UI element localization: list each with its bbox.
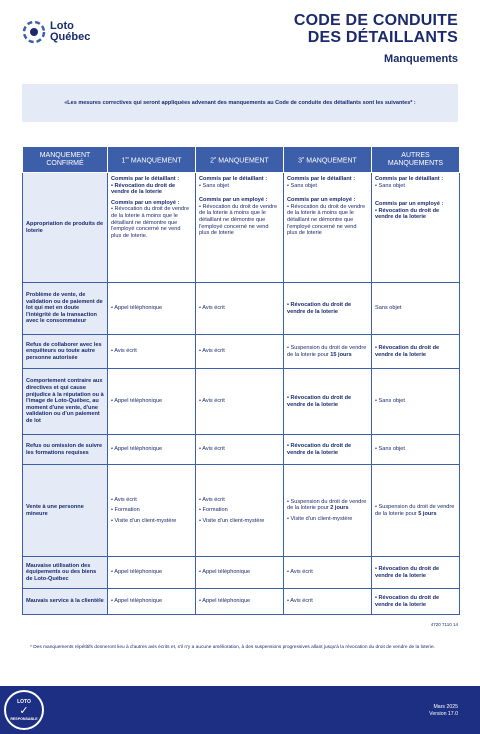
table-cell: • Avis écrit • Formation • Visite d'un client-mystère xyxy=(196,465,284,557)
intro-box xyxy=(22,84,458,122)
version-number: Version 17.0 xyxy=(429,711,458,717)
table-row xyxy=(23,557,460,589)
table-cell: • Appel téléphonique xyxy=(196,589,284,615)
footnote: * Des manquements répétitifs donneront lieu à d'autres avis écrits et, s'il n'y a aucune amélioration, à des suspensions progressives allant jusqu'à la révocation du droit de vendre de la loterie. xyxy=(30,645,435,650)
row-label: Comportement contraire aux directives et qui cause préjudice à la réputation ou à l'image de Loto-Québec, au moment d'une vente, d'une validation ou d'un paiement de lot xyxy=(23,369,108,435)
loto-responsable-badge xyxy=(4,690,44,730)
table-cell: Commis par le détaillant : • Sans objet Commis par un employé : • Révocation du droit de vendre de la loterie à moins que le détaillant ne démontre que l'employé concerné ne vend plus de loterie xyxy=(284,173,372,283)
header-manquement-confirme: MANQUEMENT CONFIRMÉ xyxy=(23,147,108,173)
table-cell: • Appel téléphonique xyxy=(108,589,196,615)
row-label: Mauvaise utilisation des équipements ou des biens de Loto-Québec xyxy=(23,557,108,589)
header-2e-manquement: 2e MANQUEMENT xyxy=(196,147,284,173)
table-cell: • Appel téléphonique xyxy=(196,557,284,589)
table-row xyxy=(23,173,460,283)
table-cell: • Avis écrit xyxy=(284,589,372,615)
table-cell: • Appel téléphonique xyxy=(108,283,196,335)
intro-text: «Les mesures correctives qui seront appliquées advenant des manquements au Code de conduite des détaillants sont les suivantes* : xyxy=(64,100,416,106)
row-label: Mauvais service à la clientèle xyxy=(23,589,108,615)
logo-text-line2: Québec xyxy=(50,31,91,43)
table-cell: • Appel téléphonique xyxy=(108,557,196,589)
table-cell: Commis par le détaillant : • Révocation du droit de vendre de la loterie Commis par un employé : • Révocation du droit de vendre de la loterie à moins que le détaillant ne démontre que l'employé concerné ne vend plus de loterie. xyxy=(108,173,196,283)
document-reference: 4720 7110 14 xyxy=(430,622,458,627)
table-row xyxy=(23,369,460,435)
table-row xyxy=(23,465,460,557)
row-label: Appropriation de produits de loterie xyxy=(23,173,108,283)
page-subtitle: Manquements xyxy=(384,53,458,65)
table-row xyxy=(23,283,460,335)
page-title xyxy=(294,12,458,65)
table-cell: • Avis écrit xyxy=(108,335,196,369)
title-line2: DES DÉTAILLANTS xyxy=(307,29,458,46)
title-line1: CODE DE CONDUITE xyxy=(293,12,458,29)
table-cell: • Révocation du droit de vendre de la loterie xyxy=(372,557,460,589)
header-1er-manquement: 1er MANQUEMENT xyxy=(108,147,196,173)
loto-responsable-check-icon: ✓ xyxy=(19,704,29,717)
table-cell: • Suspension du droit de vendre de la loterie pour 15 jours xyxy=(284,335,372,369)
table-cell: • Suspension du droit de vendre de la loterie pour 2 jours • Visite d'un client-mystère xyxy=(284,465,372,557)
table-cell: Commis par le détaillant : • Sans objet Commis par un employé : • Révocation du droit de vendre de la loterie xyxy=(372,173,460,283)
table-cell: • Suspension du droit de vendre de la loterie pour 5 jours xyxy=(372,465,460,557)
table-cell: • Avis écrit xyxy=(196,435,284,465)
footer-bar xyxy=(0,686,480,734)
table-cell: • Appel téléphonique xyxy=(108,435,196,465)
table-row xyxy=(23,589,460,615)
logo-text-line1: Loto xyxy=(50,20,74,32)
table-header-row xyxy=(23,147,460,173)
table-cell: • Avis écrit xyxy=(196,283,284,335)
table-cell: • Révocation du droit de vendre de la loterie xyxy=(284,435,372,465)
manquements-table xyxy=(22,146,460,615)
header-autres-manquements: AUTRES MANQUEMENTS xyxy=(372,147,460,173)
table-cell: • Sans objet xyxy=(372,369,460,435)
loto-quebec-logo-icon xyxy=(22,20,46,44)
row-label: Vente à une personne mineure xyxy=(23,465,108,557)
table-cell: • Appel téléphonique xyxy=(108,369,196,435)
header-3e-manquement: 3e MANQUEMENT xyxy=(284,147,372,173)
badge-text-loto: LOTO xyxy=(17,698,31,705)
table-cell: Commis par le détaillant : • Sans objet Commis par un employé : • Révocation du droit de vendre de la loterie à moins que le détaillant ne démontre que l'employé concerné ne vend plus de loterie xyxy=(196,173,284,283)
table-cell: • Avis écrit • Formation • Visite d'un client-mystère xyxy=(108,465,196,557)
table-cell: Sans objet xyxy=(372,283,460,335)
table-cell: • Avis écrit xyxy=(196,369,284,435)
row-label: Refus de collaborer avec les enquêteurs ou toute autre personne autorisée xyxy=(23,335,108,369)
row-label: Problème de vente, de validation ou de paiement de lot qui met en doute l'intégrité de la transaction avec le consommateur xyxy=(23,283,108,335)
table-row xyxy=(23,435,460,465)
badge-text-responsable: RESPONSABLE xyxy=(10,716,38,721)
table-cell: • Révocation du droit de vendre de la loterie xyxy=(284,369,372,435)
table-cell: • Révocation du droit de vendre de la loterie xyxy=(284,283,372,335)
version-info xyxy=(429,704,458,718)
version-date: Mars 2025 xyxy=(433,704,458,710)
table-cell: • Avis écrit xyxy=(284,557,372,589)
row-label: Refus ou omission de suivre les formations requises xyxy=(23,435,108,465)
table-cell: • Révocation du droit de vendre de la loterie xyxy=(372,335,460,369)
table-row xyxy=(23,335,460,369)
table-cell: • Avis écrit xyxy=(196,335,284,369)
loto-quebec-logo xyxy=(22,20,90,44)
table-cell: • Sans objet xyxy=(372,435,460,465)
table-cell: • Révocation du droit de vendre de la loterie xyxy=(372,589,460,615)
